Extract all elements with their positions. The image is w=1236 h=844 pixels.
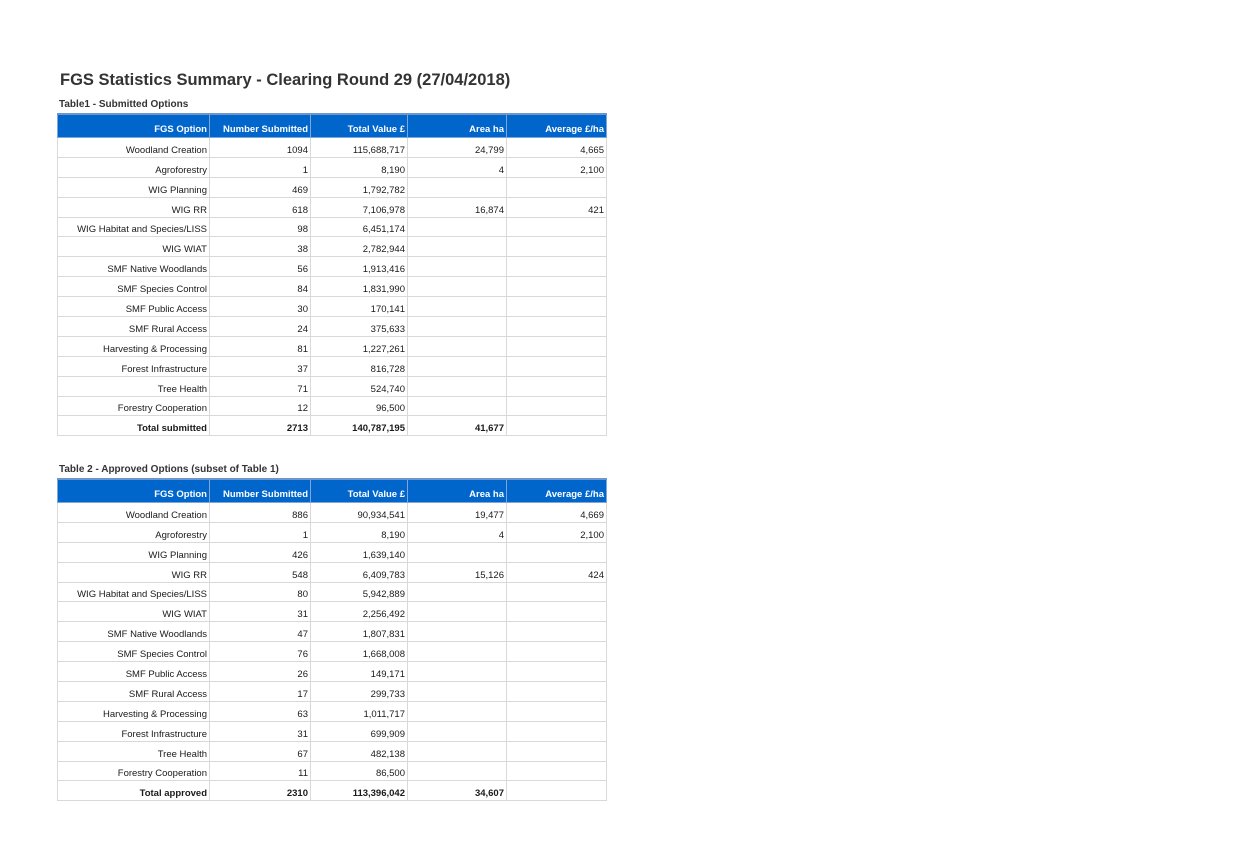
table-row xyxy=(58,741,607,761)
cell-area-ha: 24,799 xyxy=(408,138,507,158)
cell-average-per-ha xyxy=(507,662,607,682)
cell-number-submitted: 37 xyxy=(210,356,311,376)
cell-total-value: 170,141 xyxy=(311,297,408,317)
total-row xyxy=(58,416,607,436)
cell-average-per-ha xyxy=(507,376,607,396)
table-row xyxy=(58,721,607,741)
cell-fgs-option: WIG RR xyxy=(58,197,210,217)
cell-total-value: 6,451,174 xyxy=(311,217,408,237)
column-header-area-ha: Area ha xyxy=(408,479,507,503)
cell-total-value: 90,934,541 xyxy=(311,503,408,523)
cell-number-submitted: 76 xyxy=(210,642,311,662)
cell-average-per-ha xyxy=(507,542,607,562)
cell-fgs-option: WIG WIAT xyxy=(58,237,210,257)
cell-number-submitted: 1094 xyxy=(210,138,311,158)
cell-total-value: 1,668,008 xyxy=(311,642,408,662)
table-row xyxy=(58,157,607,177)
cell-area-ha: 4 xyxy=(408,157,507,177)
cell-total-value: 1,011,717 xyxy=(311,701,408,721)
cell-fgs-option: WIG Habitat and Species/LISS xyxy=(58,217,210,237)
cell-area-ha xyxy=(408,177,507,197)
cell-fgs-option: Tree Health xyxy=(58,376,210,396)
cell-total-value: 699,909 xyxy=(311,721,408,741)
cell-area-ha xyxy=(408,642,507,662)
total-total-value: 113,396,042 xyxy=(311,781,408,801)
cell-average-per-ha: 4,669 xyxy=(507,503,607,523)
table-row xyxy=(58,217,607,237)
cell-fgs-option: Forest Infrastructure xyxy=(58,721,210,741)
cell-number-submitted: 11 xyxy=(210,761,311,781)
cell-average-per-ha xyxy=(507,396,607,416)
cell-average-per-ha: 424 xyxy=(507,562,607,582)
cell-number-submitted: 24 xyxy=(210,317,311,337)
cell-number-submitted: 548 xyxy=(210,562,311,582)
cell-number-submitted: 81 xyxy=(210,336,311,356)
cell-number-submitted: 469 xyxy=(210,177,311,197)
cell-area-ha xyxy=(408,237,507,257)
cell-area-ha xyxy=(408,721,507,741)
cell-number-submitted: 618 xyxy=(210,197,311,217)
submitted-options-table xyxy=(57,113,607,436)
cell-total-value: 482,138 xyxy=(311,741,408,761)
table-header-row xyxy=(58,479,607,503)
table-row xyxy=(58,562,607,582)
total-fgs-option: Total submitted xyxy=(58,416,210,436)
total-area-ha: 34,607 xyxy=(408,781,507,801)
cell-total-value: 1,913,416 xyxy=(311,257,408,277)
cell-area-ha xyxy=(408,217,507,237)
cell-average-per-ha xyxy=(507,602,607,622)
cell-fgs-option: WIG Planning xyxy=(58,177,210,197)
table-row xyxy=(58,138,607,158)
table-row xyxy=(58,237,607,257)
table-row xyxy=(58,257,607,277)
cell-number-submitted: 71 xyxy=(210,376,311,396)
cell-fgs-option: Forest Infrastructure xyxy=(58,356,210,376)
cell-fgs-option: Forestry Cooperation xyxy=(58,761,210,781)
total-fgs-option: Total approved xyxy=(58,781,210,801)
cell-average-per-ha xyxy=(507,582,607,602)
cell-number-submitted: 17 xyxy=(210,682,311,702)
cell-area-ha xyxy=(408,297,507,317)
cell-area-ha xyxy=(408,761,507,781)
cell-area-ha xyxy=(408,662,507,682)
cell-number-submitted: 31 xyxy=(210,721,311,741)
cell-average-per-ha xyxy=(507,317,607,337)
cell-average-per-ha xyxy=(507,177,607,197)
cell-fgs-option: WIG Habitat and Species/LISS xyxy=(58,582,210,602)
table-row xyxy=(58,682,607,702)
cell-average-per-ha xyxy=(507,761,607,781)
cell-average-per-ha: 4,665 xyxy=(507,138,607,158)
column-header-fgs-option: FGS Option xyxy=(58,114,210,138)
cell-total-value: 2,782,944 xyxy=(311,237,408,257)
table-header-row xyxy=(58,114,607,138)
cell-area-ha xyxy=(408,701,507,721)
cell-total-value: 299,733 xyxy=(311,682,408,702)
cell-average-per-ha xyxy=(507,642,607,662)
cell-average-per-ha: 2,100 xyxy=(507,157,607,177)
cell-average-per-ha xyxy=(507,622,607,642)
cell-fgs-option: Harvesting & Processing xyxy=(58,701,210,721)
cell-total-value: 1,639,140 xyxy=(311,542,408,562)
table-row xyxy=(58,662,607,682)
cell-average-per-ha xyxy=(507,356,607,376)
total-average-per-ha xyxy=(507,416,607,436)
table-row xyxy=(58,622,607,642)
cell-number-submitted: 80 xyxy=(210,582,311,602)
table-row xyxy=(58,602,607,622)
cell-fgs-option: SMF Public Access xyxy=(58,662,210,682)
cell-number-submitted: 12 xyxy=(210,396,311,416)
cell-total-value: 1,792,782 xyxy=(311,177,408,197)
cell-number-submitted: 1 xyxy=(210,157,311,177)
column-header-average-per-ha: Average £/ha xyxy=(507,114,607,138)
cell-total-value: 96,500 xyxy=(311,396,408,416)
table-row xyxy=(58,396,607,416)
cell-total-value: 816,728 xyxy=(311,356,408,376)
table-row xyxy=(58,297,607,317)
cell-number-submitted: 886 xyxy=(210,503,311,523)
cell-average-per-ha xyxy=(507,257,607,277)
cell-area-ha xyxy=(408,317,507,337)
cell-average-per-ha xyxy=(507,701,607,721)
column-header-total-value: Total Value £ xyxy=(311,479,408,503)
cell-fgs-option: SMF Rural Access xyxy=(58,317,210,337)
cell-area-ha xyxy=(408,277,507,297)
cell-number-submitted: 1 xyxy=(210,522,311,542)
total-total-value: 140,787,195 xyxy=(311,416,408,436)
cell-area-ha xyxy=(408,336,507,356)
column-header-area-ha: Area ha xyxy=(408,114,507,138)
cell-number-submitted: 30 xyxy=(210,297,311,317)
table-row xyxy=(58,642,607,662)
total-number-submitted: 2713 xyxy=(210,416,311,436)
table-row xyxy=(58,197,607,217)
cell-number-submitted: 31 xyxy=(210,602,311,622)
cell-fgs-option: Tree Health xyxy=(58,741,210,761)
cell-area-ha xyxy=(408,376,507,396)
cell-number-submitted: 98 xyxy=(210,217,311,237)
cell-total-value: 86,500 xyxy=(311,761,408,781)
cell-area-ha xyxy=(408,396,507,416)
cell-total-value: 1,831,990 xyxy=(311,277,408,297)
cell-number-submitted: 47 xyxy=(210,622,311,642)
cell-number-submitted: 426 xyxy=(210,542,311,562)
cell-total-value: 6,409,783 xyxy=(311,562,408,582)
cell-number-submitted: 38 xyxy=(210,237,311,257)
table-row xyxy=(58,701,607,721)
cell-area-ha: 4 xyxy=(408,522,507,542)
table-row xyxy=(58,582,607,602)
column-header-number-submitted: Number Submitted xyxy=(210,114,311,138)
table-row xyxy=(58,177,607,197)
table-row xyxy=(58,503,607,523)
cell-fgs-option: WIG RR xyxy=(58,562,210,582)
cell-fgs-option: Forestry Cooperation xyxy=(58,396,210,416)
cell-area-ha: 15,126 xyxy=(408,562,507,582)
cell-total-value: 115,688,717 xyxy=(311,138,408,158)
cell-fgs-option: SMF Native Woodlands xyxy=(58,622,210,642)
cell-number-submitted: 84 xyxy=(210,277,311,297)
column-header-number-submitted: Number Submitted xyxy=(210,479,311,503)
cell-total-value: 2,256,492 xyxy=(311,602,408,622)
cell-total-value: 1,227,261 xyxy=(311,336,408,356)
cell-total-value: 8,190 xyxy=(311,157,408,177)
cell-area-ha xyxy=(408,356,507,376)
cell-number-submitted: 67 xyxy=(210,741,311,761)
cell-fgs-option: Agroforestry xyxy=(58,522,210,542)
column-header-average-per-ha: Average £/ha xyxy=(507,479,607,503)
table-row xyxy=(58,356,607,376)
total-row xyxy=(58,781,607,801)
table2-caption: Table 2 - Approved Options (subset of Table 1) xyxy=(59,464,279,475)
table-row xyxy=(58,317,607,337)
cell-number-submitted: 26 xyxy=(210,662,311,682)
table-row xyxy=(58,522,607,542)
cell-area-ha: 16,874 xyxy=(408,197,507,217)
cell-fgs-option: SMF Species Control xyxy=(58,642,210,662)
cell-fgs-option: WIG WIAT xyxy=(58,602,210,622)
total-number-submitted: 2310 xyxy=(210,781,311,801)
cell-fgs-option: Agroforestry xyxy=(58,157,210,177)
cell-average-per-ha xyxy=(507,336,607,356)
cell-total-value: 8,190 xyxy=(311,522,408,542)
cell-average-per-ha: 421 xyxy=(507,197,607,217)
cell-area-ha xyxy=(408,257,507,277)
total-average-per-ha xyxy=(507,781,607,801)
cell-average-per-ha xyxy=(507,741,607,761)
cell-fgs-option: SMF Species Control xyxy=(58,277,210,297)
cell-fgs-option: SMF Native Woodlands xyxy=(58,257,210,277)
table-row xyxy=(58,542,607,562)
cell-number-submitted: 56 xyxy=(210,257,311,277)
cell-area-ha xyxy=(408,582,507,602)
cell-average-per-ha xyxy=(507,237,607,257)
cell-average-per-ha xyxy=(507,277,607,297)
cell-total-value: 7,106,978 xyxy=(311,197,408,217)
cell-fgs-option: Woodland Creation xyxy=(58,503,210,523)
total-area-ha: 41,677 xyxy=(408,416,507,436)
approved-options-table xyxy=(57,478,607,801)
cell-total-value: 524,740 xyxy=(311,376,408,396)
cell-fgs-option: SMF Public Access xyxy=(58,297,210,317)
page-title: FGS Statistics Summary - Clearing Round 29 (27/04/2018) xyxy=(60,71,511,89)
table-row xyxy=(58,277,607,297)
cell-number-submitted: 63 xyxy=(210,701,311,721)
table-row xyxy=(58,376,607,396)
cell-area-ha xyxy=(408,542,507,562)
cell-fgs-option: SMF Rural Access xyxy=(58,682,210,702)
cell-total-value: 149,171 xyxy=(311,662,408,682)
table-row xyxy=(58,336,607,356)
column-header-fgs-option: FGS Option xyxy=(58,479,210,503)
cell-average-per-ha: 2,100 xyxy=(507,522,607,542)
cell-average-per-ha xyxy=(507,217,607,237)
cell-fgs-option: WIG Planning xyxy=(58,542,210,562)
cell-area-ha xyxy=(408,602,507,622)
cell-area-ha xyxy=(408,682,507,702)
cell-total-value: 375,633 xyxy=(311,317,408,337)
cell-fgs-option: Woodland Creation xyxy=(58,138,210,158)
cell-area-ha xyxy=(408,622,507,642)
column-header-total-value: Total Value £ xyxy=(311,114,408,138)
table-row xyxy=(58,761,607,781)
cell-total-value: 5,942,889 xyxy=(311,582,408,602)
cell-average-per-ha xyxy=(507,682,607,702)
cell-area-ha xyxy=(408,741,507,761)
cell-total-value: 1,807,831 xyxy=(311,622,408,642)
cell-average-per-ha xyxy=(507,297,607,317)
cell-area-ha: 19,477 xyxy=(408,503,507,523)
cell-fgs-option: Harvesting & Processing xyxy=(58,336,210,356)
table1-caption: Table1 - Submitted Options xyxy=(59,99,189,110)
cell-average-per-ha xyxy=(507,721,607,741)
